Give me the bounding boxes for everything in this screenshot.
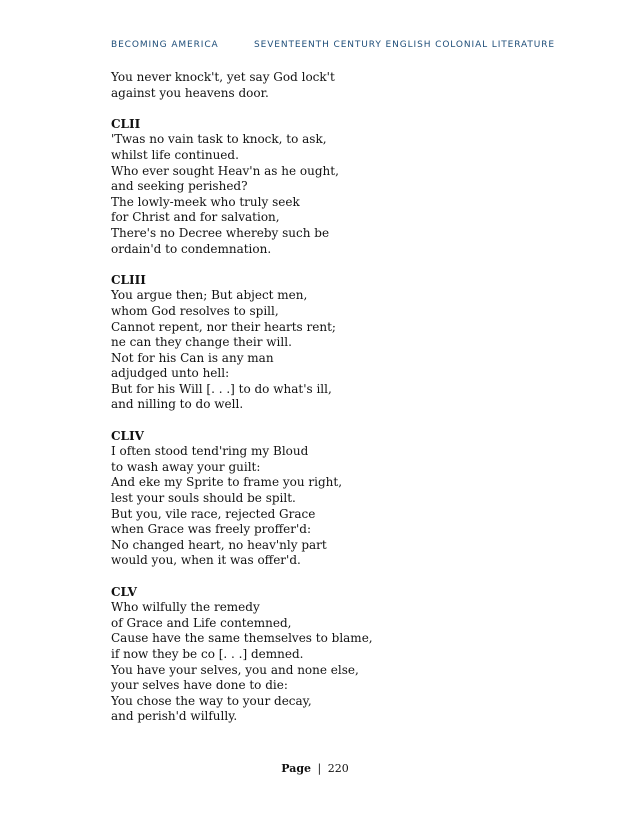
poem-line: and seeking perished?: [111, 179, 248, 194]
stanza-title: CLIII: [111, 272, 146, 287]
poem-line: But for his Will [. . .] to do what's ill,: [111, 381, 332, 396]
poem-line: against you heavens door.: [111, 85, 269, 100]
poem-line: Who wilfully the remedy: [111, 600, 260, 615]
poem-line: But you, vile race, rejected Grace: [111, 506, 316, 521]
stanza-clv: [111, 585, 531, 725]
poem-line: And eke my Sprite to frame you right,: [111, 475, 343, 490]
poem-line: ne can they change their will.: [111, 335, 292, 350]
poem-line: if now they be co [. . .] demned.: [111, 646, 304, 661]
poem-line: You never knock't, yet say God lock't: [111, 70, 335, 84]
poem-line: when Grace was freely proffer'd:: [111, 522, 311, 537]
page-number: 220: [327, 762, 349, 775]
poem-line: of Grace and Life contemned,: [111, 615, 292, 630]
stanza-title: CLII: [111, 116, 141, 131]
header-book-title: BECOMING AMERICA: [111, 40, 219, 50]
header-section-title: SEVENTEENTH CENTURY ENGLISH COLONIAL LITERATURE: [254, 40, 556, 50]
poem-line: adjudged unto hell:: [111, 366, 230, 381]
poem-line: ordain'd to condemnation.: [111, 241, 272, 256]
intro-stanza: [111, 70, 531, 101]
stanza-title: CLV: [111, 584, 137, 599]
stanza-cliii: [111, 273, 531, 413]
poem-body: [111, 70, 531, 741]
poem-line: to wash away your guilt:: [111, 459, 261, 474]
poem-line: You argue then; But abject men,: [111, 288, 308, 303]
poem-line: lest your souls should be spilt.: [111, 491, 296, 506]
poem-line: Who ever sought Heav'n as he ought,: [111, 163, 339, 178]
poem-line: I often stood tend'ring my Bloud: [111, 444, 309, 459]
stanza-clii: [111, 117, 531, 257]
poem-line: and perish'd wilfully.: [111, 709, 238, 724]
page-footer: [0, 762, 630, 775]
poem-line: Not for his Can is any man: [111, 350, 274, 365]
page-label: Page: [281, 762, 312, 775]
poem-line: Cause have the same themselves to blame,: [111, 631, 373, 646]
stanza-cliv: [111, 429, 531, 569]
poem-line: and nilling to do well.: [111, 397, 244, 412]
poem-line: No changed heart, no heav'nly part: [111, 537, 327, 552]
poem-line: You chose the way to your decay,: [111, 693, 312, 708]
poem-line: There's no Decree whereby such be: [111, 225, 330, 240]
poem-line: for Christ and for salvation,: [111, 210, 280, 225]
poem-line: would you, when it was offer'd.: [111, 553, 301, 568]
footer-separator: |: [317, 762, 322, 775]
stanza-title: CLIV: [111, 428, 144, 443]
poem-line: whilst life continued.: [111, 147, 239, 162]
poem-line: Cannot repent, nor their hearts rent;: [111, 319, 336, 334]
poem-line: 'Twas no vain task to knock, to ask,: [111, 132, 327, 147]
running-header: [111, 40, 556, 50]
poem-line: whom God resolves to spill,: [111, 303, 279, 318]
poem-line: The lowly-meek who truly seek: [111, 194, 300, 209]
poem-line: your selves have done to die:: [111, 678, 288, 693]
poem-line: You have your selves, you and none else,: [111, 662, 359, 677]
